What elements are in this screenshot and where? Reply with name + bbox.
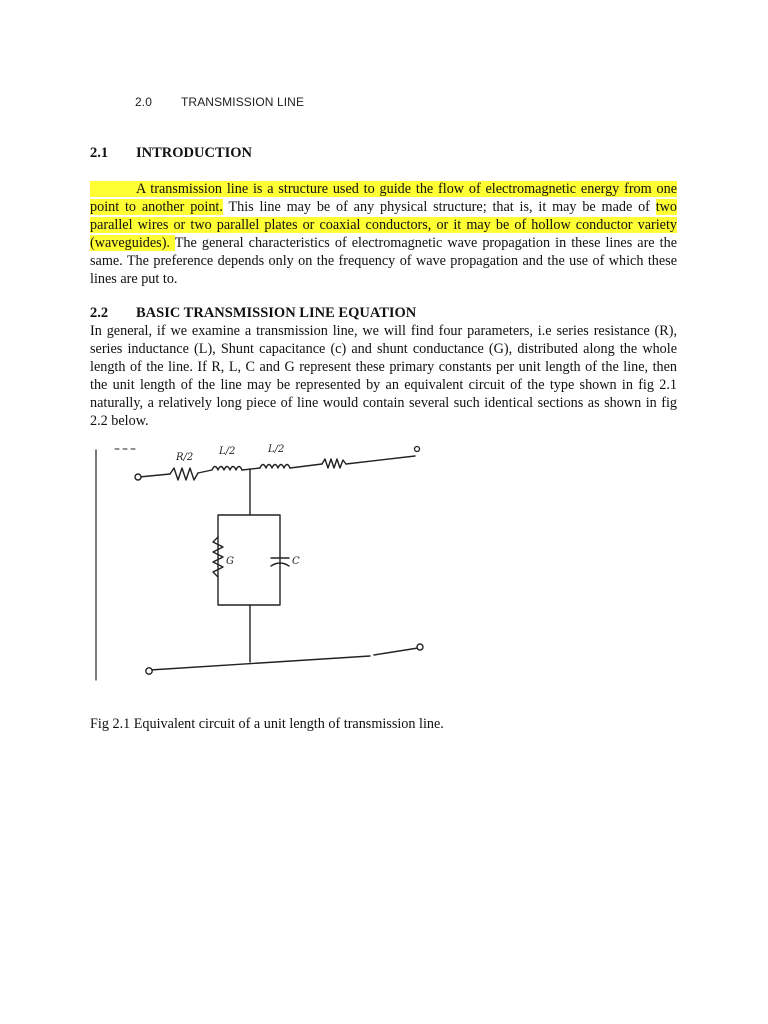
terminal-bottom-right — [417, 644, 423, 650]
intro-highlight-1: A transmission line is a structure used to guide the flow of electromagnetic energy from one point to another point. — [90, 181, 677, 215]
basic-paragraph: In general, if we examine a transmission line, we will find four parameters, i.e series resistance (R), series inductance (L), Shunt capacitance (c) and shunt conductance (G), distributed along the whole length of the line. If R, L, C and G represent these primary constants per unit length of the line, then the unit length of the line may be represented by an equivalent circuit of the type shown in fig 2.1 naturally, a relatively long piece of line would contain several such identical sections as shown in fig 2.2 below. — [90, 323, 677, 429]
intro-highlight-2: two parallel wires or two parallel plates or coaxial conductors, or it may be of hollow conductor variety (waveguides). — [90, 199, 677, 251]
equivalent-circuit-diagram — [90, 440, 435, 685]
circuit-figure — [90, 440, 435, 685]
resistor-r-half — [170, 468, 198, 480]
bottom-wire — [150, 656, 370, 670]
terminal-top-left — [135, 474, 141, 480]
label-g: G — [226, 556, 234, 567]
figure-caption: Fig 2.1 Equivalent circuit of a unit length of transmission line. — [90, 716, 444, 732]
intro-text-2: The general characteristics of electromagnetic wave propagation in these lines are the same. The preference depends only on the frequency of wave propagation and the use of which these lines are put to. — [90, 235, 677, 287]
section-heading — [135, 95, 304, 109]
inductor-l-half-2 — [260, 465, 290, 469]
intro-paragraph — [90, 180, 677, 288]
basic-number: 2.2 — [90, 305, 109, 321]
top-wire-left — [139, 474, 170, 477]
terminal-top-right — [415, 447, 420, 452]
intro-number: 2.1 — [90, 145, 109, 161]
terminal-bottom-left — [146, 668, 152, 674]
intro-title: INTRODUCTION — [136, 145, 253, 161]
section-number: 2.0 — [135, 95, 152, 109]
basic-heading — [90, 305, 416, 322]
label-l-half-1: L/2 — [219, 446, 236, 457]
intro-heading — [90, 145, 252, 162]
inductor-l-half-1 — [212, 467, 242, 471]
intro-text-1: This line may be of any physical structure; that is, it may be made of — [222, 199, 656, 215]
top-wire-right — [346, 456, 415, 464]
label-r-half: R/2 — [176, 452, 194, 463]
label-l-half-2: L/2 — [268, 444, 285, 455]
section-title: TRANSMISSION LINE — [181, 95, 305, 109]
label-c: C — [292, 556, 300, 567]
basic-title: BASIC TRANSMISSION LINE EQUATION — [136, 305, 417, 321]
series-element-right — [322, 459, 346, 468]
